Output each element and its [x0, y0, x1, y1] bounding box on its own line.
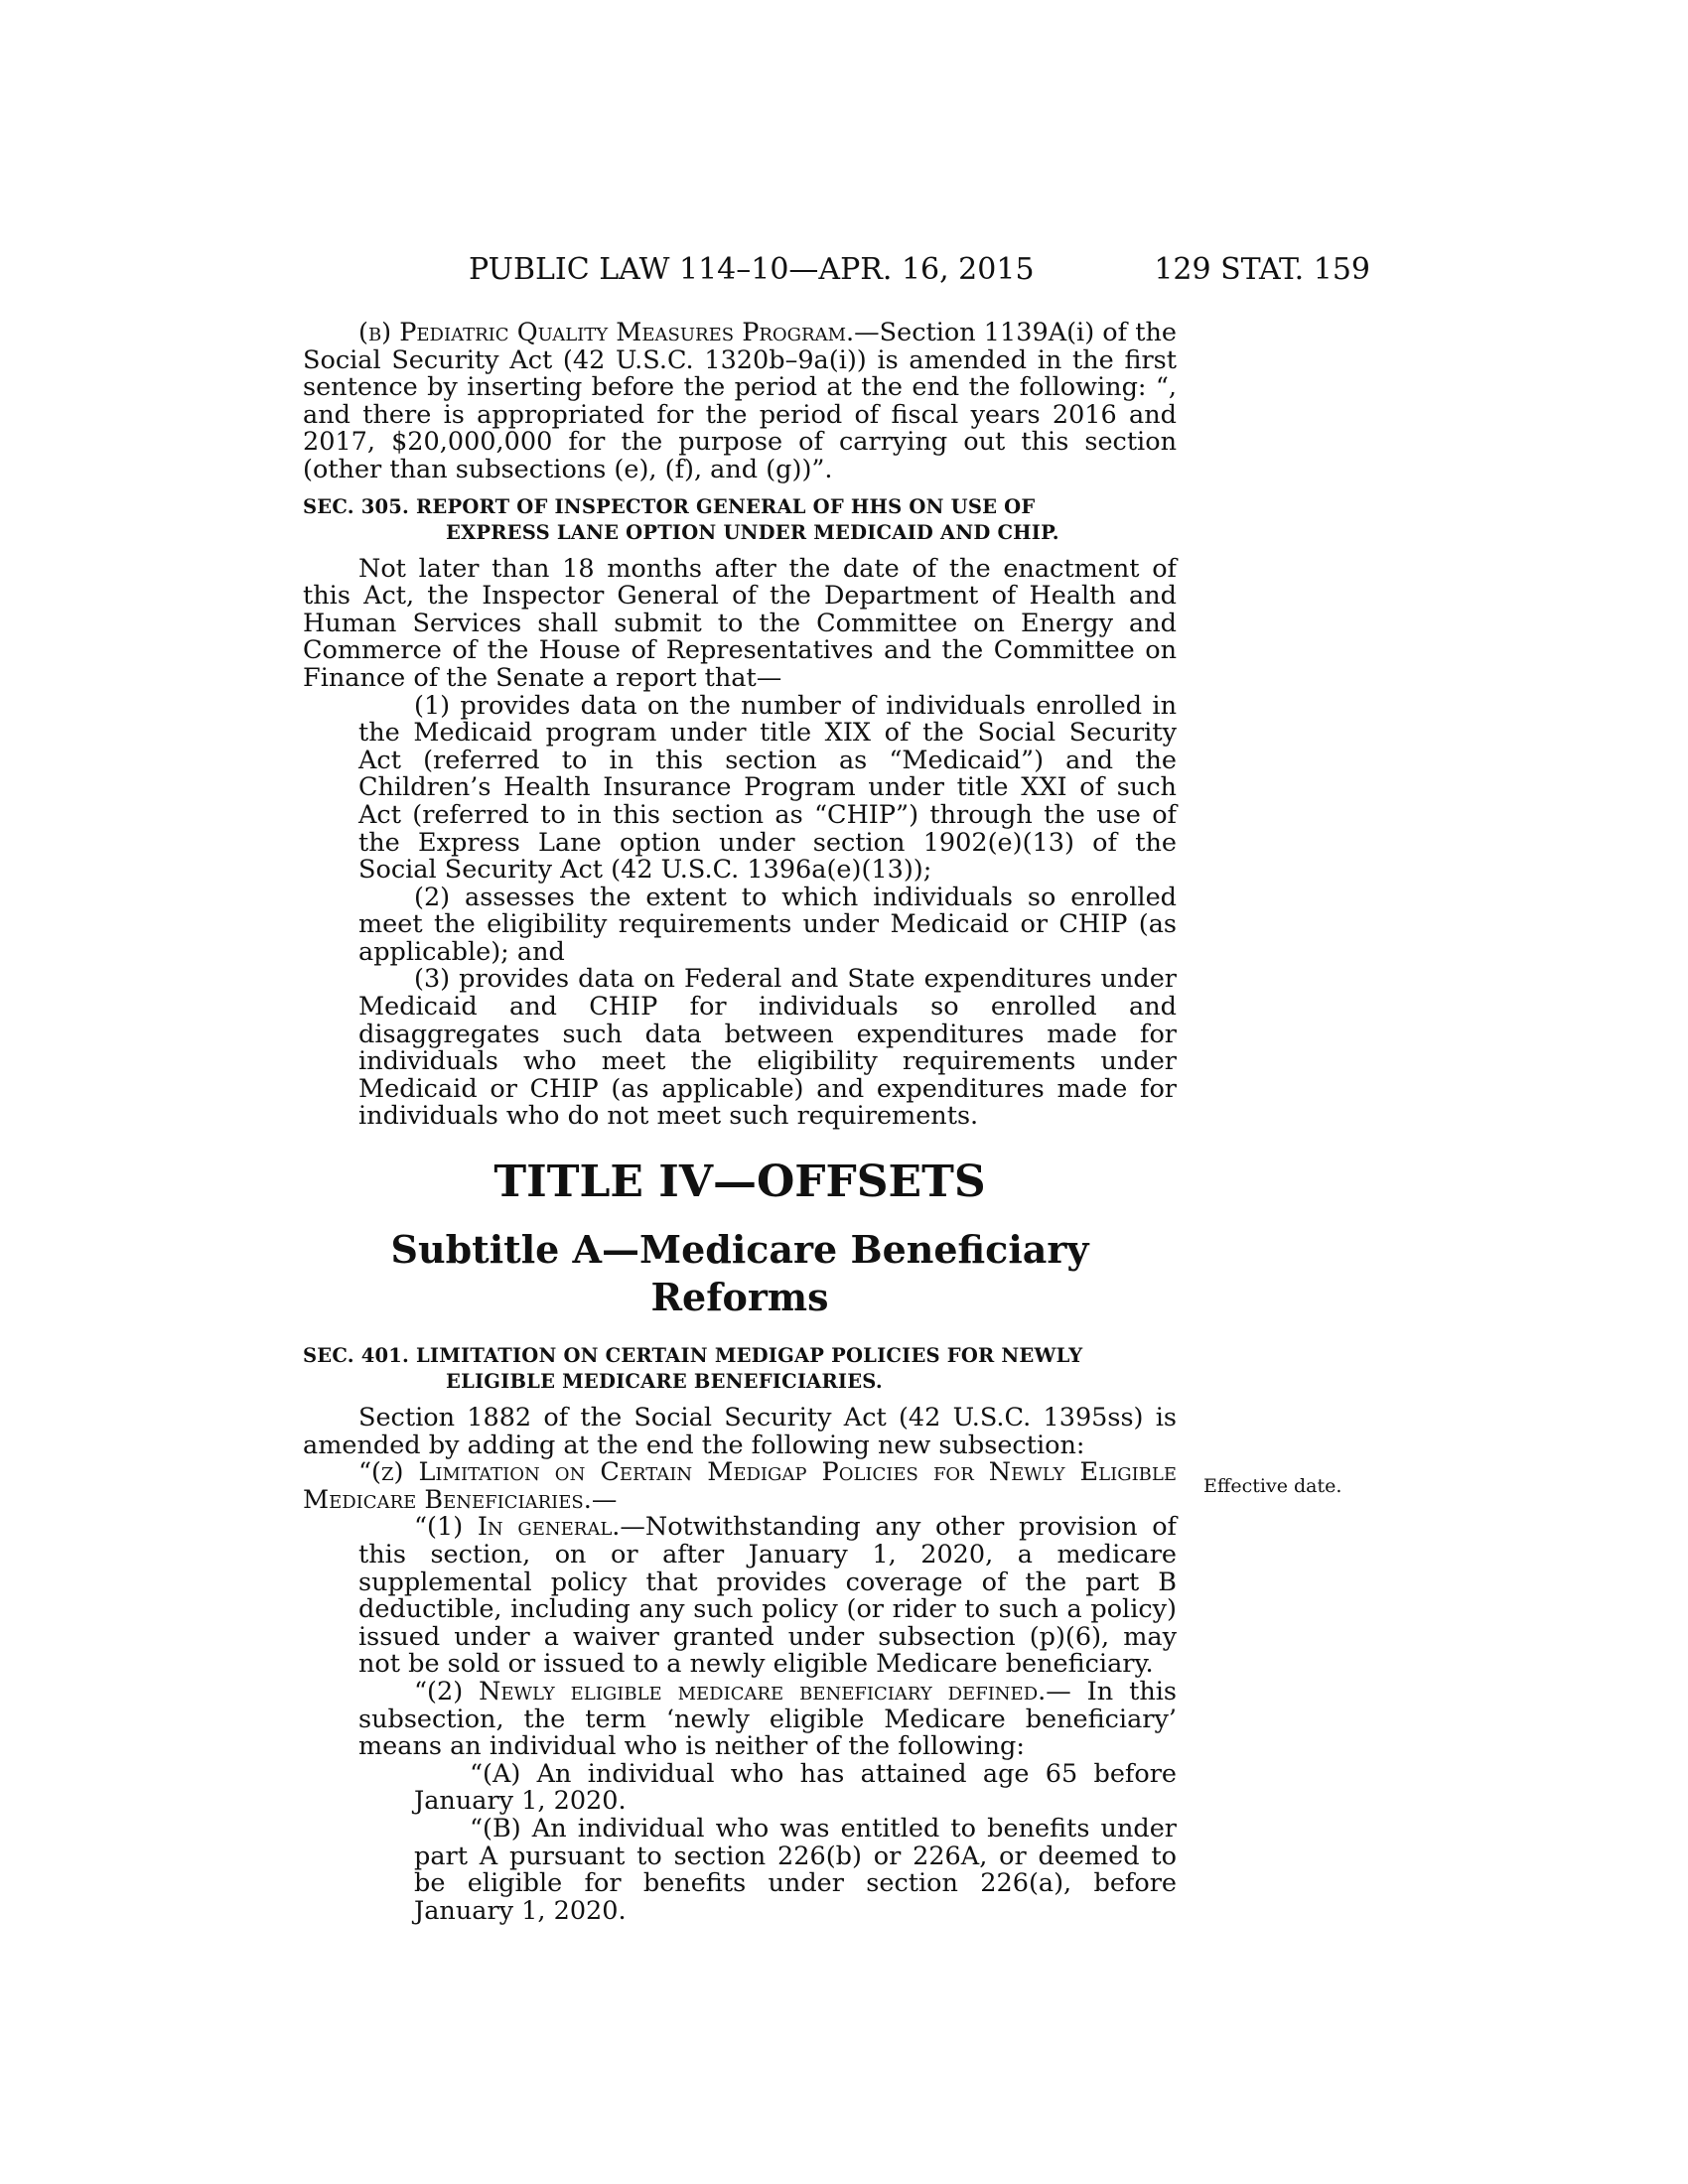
page-body — [303, 320, 1177, 1925]
section-b-paragraph — [303, 320, 1177, 484]
page-citation: 129 STAT. 159 — [1154, 252, 1370, 287]
subsection-z-title: “(z) Limitation on Certain Medigap Policies for Newly Eligible Medicare Beneficiaries. — [303, 1457, 1177, 1515]
paragraph-2-text: — In this subsection, the term ‘newly eligible Medicare beneficiary’ means an individual who is neither of the following: — [358, 1676, 1177, 1762]
subparagraph-b: “(B) An individual who was entitled to benefits under part A pursuant to section 226(b) or 226A, or deemed to be eligible for benefits under section 226(a), before January 1, 2020. — [414, 1813, 1177, 1926]
sec-401-intro: Section 1882 of the Social Security Act (42 U.S.C. 1395ss) is amended by adding at the end the following new subsection: — [303, 1403, 1177, 1460]
margin-note-effective-date: Effective date. — [1203, 1475, 1342, 1497]
sec-305-heading-line2: EXPRESS LANE OPTION UNDER MEDICAID AND CHIP. — [446, 520, 1059, 544]
sec-305-heading-line1: SEC. 305. REPORT OF INSPECTOR GENERAL OF HHS ON USE OF — [303, 494, 1036, 518]
section-b-text: —Section 1139A(i) of the Social Security Act (42 U.S.C. 1320b–9a(i)) is amended in the first sentence by inserting before the period at the end the following: “, and there is appropriated for the period of fiscal years 2016 and 2017, $20,000,000 for the purpose of carrying out this section (other than subsections (e), (f), and (g))”. — [303, 318, 1177, 484]
paragraph-1-text: —Notwithstanding any other provision of this section, on or after January 1, 2020, a medicare supplemental policy that provides coverage of the part B deductible, including any such policy (or rider to such a policy) issued under a waiver granted under subsection (p)(6), may not be sold or issued to a newly eligible Medicare beneficiary. — [358, 1512, 1177, 1680]
subsection-z-heading — [303, 1459, 1177, 1514]
subparagraph-a: “(A) An individual who has attained age 65 before January 1, 2020. — [414, 1758, 1177, 1817]
title-iv-heading: TITLE IV—OFFSETS — [493, 1157, 986, 1208]
subtitle-a-heading: Subtitle A—Medicare Beneficiary Reforms — [390, 1227, 1089, 1320]
sec-305-item-2: (2) assesses the extent to which individuals so enrolled meet the eligibility requirements under Medicaid or CHIP (as applicable); and — [358, 882, 1177, 967]
subsection-z-dash: — — [591, 1484, 618, 1515]
running-head — [0, 250, 1688, 290]
paragraph-2 — [303, 1676, 1177, 1762]
sec-401-heading-line2: ELIGIBLE MEDICARE BENEFICIARIES. — [446, 1370, 883, 1394]
running-head-title: PUBLIC LAW 114–10—APR. 16, 2015 — [469, 252, 1035, 287]
paragraph-2-heading: “(2) Newly eligible medicare beneficiary defined. — [414, 1676, 1047, 1706]
sec-305-intro: Not later than 18 months after the date of the enactment of this Act, the Inspector General of the Department of Health and Human Services shall submit to the Committee on Energy and Commerce of the House of Representatives and the Committee on Finance of the Senate a report that— — [303, 553, 1177, 693]
paragraph-1 — [303, 1514, 1177, 1679]
sec-305-item-3: (3) provides data on Federal and State expenditures under Medicaid and CHIP for individuals so enrolled and disaggregates such data between expenditures made for individuals who meet the eligibility requirements under Medicaid or CHIP (as applicable) and expenditures made for individuals who do not meet such requirements. — [358, 964, 1177, 1132]
sec-401-heading-line1: SEC. 401. LIMITATION ON CERTAIN MEDIGAP POLICIES FOR NEWLY — [303, 1344, 1083, 1368]
paragraph-1-heading: “(1) In general. — [414, 1512, 621, 1543]
sec-305-item-1: (1) provides data on the number of individuals enrolled in the Medicaid program under title XIX of the Social Security Act (referred to in this section as “Medicaid”) and the Children’s Health Insurance Program under title XXI of such Act (referred to in this section as “CHIP”) through the use of the Express Lane option under section 1902(e)(13) of the Social Security Act (42 U.S.C. 1396a(e)(13)); — [358, 690, 1177, 886]
sec-305-heading — [303, 494, 1177, 546]
section-b-heading: (b) Pediatric Quality Measures Program. — [358, 318, 855, 347]
sec-401-heading — [303, 1343, 1177, 1395]
